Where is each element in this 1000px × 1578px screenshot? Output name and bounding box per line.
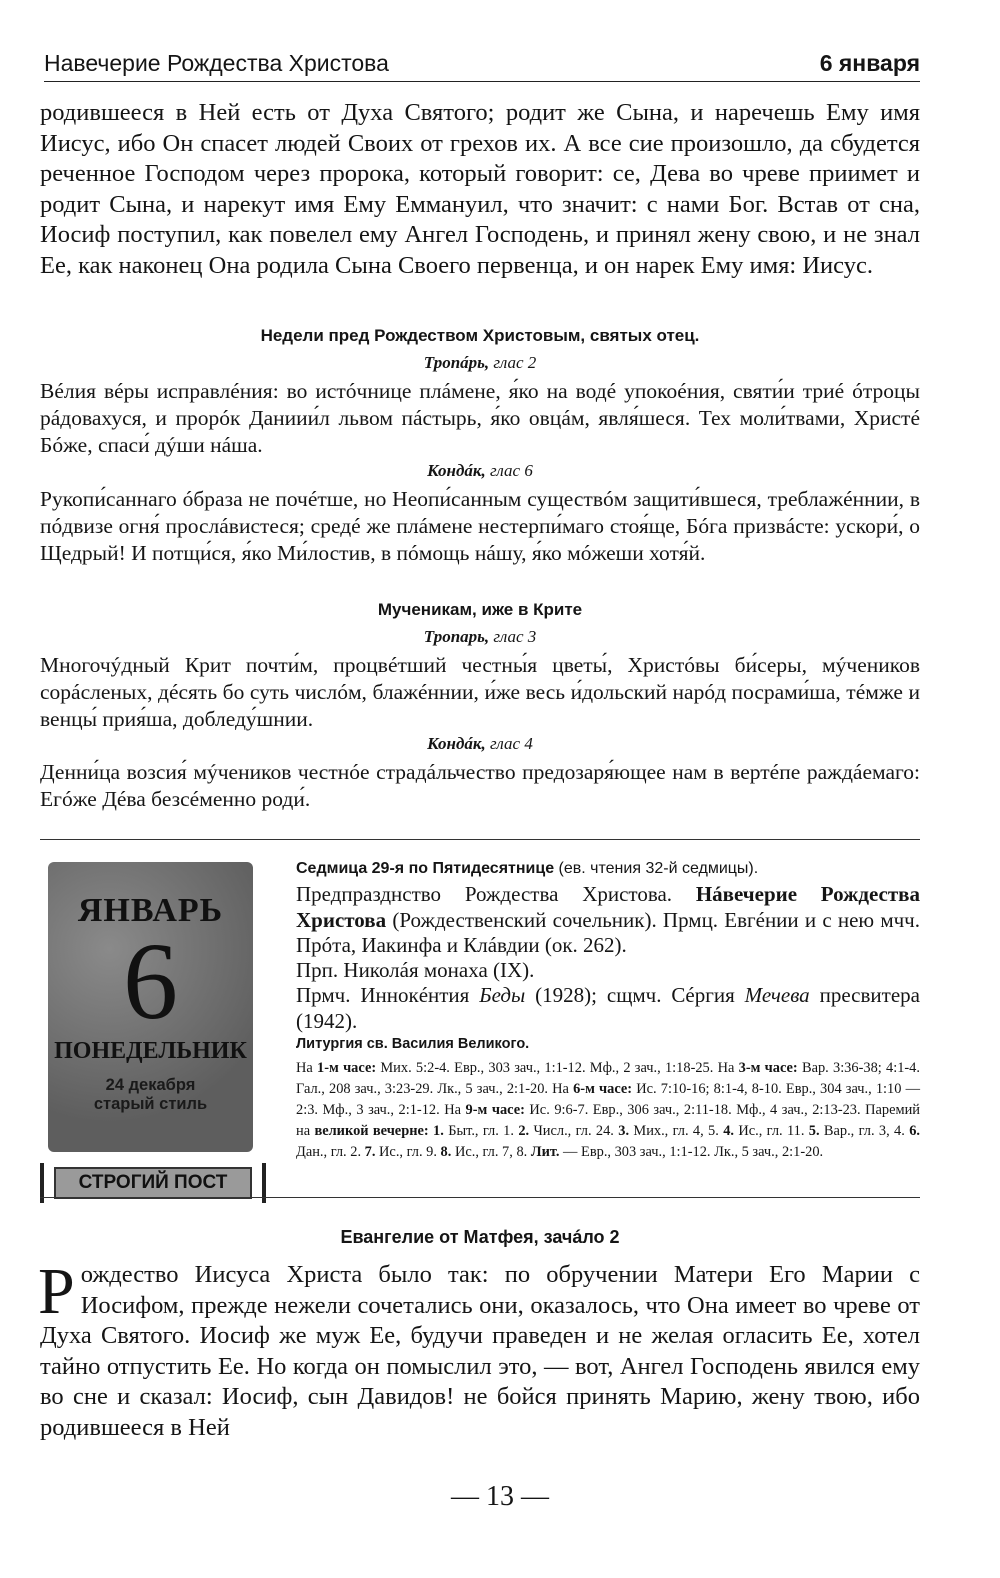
reading-label: 1-м час — [317, 1060, 365, 1076]
reading-text: — Евр., 303 зач., 1:1-12. Лк., 5 зач., 2:1-20. — [559, 1144, 824, 1160]
troparion-text: Вéлия вéры исправлéния: во истóчнице плáмене, я́ко на водé упокоéния, святи́и триé óтроцы рáдовахуся, и прорóк Даниии́л львом пáстырь, я́ко овцáм, явля́шеся. Тех моли́твами, Христé Бóже, спаси́ дýши нáша. — [40, 379, 920, 457]
reading-text: Ис., гл. 7, 8. — [451, 1144, 531, 1160]
troparion-label: Тропарь, — [423, 627, 490, 646]
troparion-tone: глас 2 — [493, 353, 537, 372]
reading-text: Мих. 5:2-4. Евр., 303 зач., 1:1-12. Мф., 2 зач., 1:18-25. На — [376, 1060, 739, 1076]
kontakion-heading — [40, 734, 920, 754]
kontakion-text: Денни́ца возсия́ мýчеников честнóе страдáльчество предозаря́ющее нам в вертéпе раждáемаго: Егóже Дéва безсéменно роди́. — [40, 760, 920, 811]
calendar-month: ЯНВАРЬ — [77, 892, 224, 929]
readings — [296, 1058, 920, 1163]
liturgy-line: Литургия св. Василия Великого. — [296, 1036, 530, 1052]
intro-paragraph: родившееся в Ней есть от Духа Святого; родит же Сына, и наречешь Ему имя Иисус, ибо Он спасет людей Своих от грехов их. А все сие произошло, да сбудется реченное Господом через пророка, который говорит: се, Дева во чреве приимет и родит Сына, и нарекут имя Ему Еммануил, что значит: с нами Бог. Встав от сна, Иосиф поступил, как повелел ему Ангел Господень, и принял жену свою, и не знал Ее, как наконец Она родила Сына Своего первенца, и он нарек Ему имя: Иисус. — [40, 99, 920, 279]
kontakion-text: Рукопи́саннаго óбраза не почéтше, но Неопи́санным существóм защити́вшеся, треблажéннии, в пóдвизе огня́ прослáвистеся; средé же плáмене нестерпи́маго стоя́ще, Бóга призвáсте: ускори́, о Щедрый! И потщи́ся, я́ко Ми́лостив, в пóмощь нáшу, я́ко мóжеши хотя́й. — [40, 487, 920, 565]
drop-cap: Р — [38, 1255, 75, 1328]
week-title: Седмица 29-я по Пятидесятнице — [296, 860, 555, 877]
reading-label: е: — [364, 1060, 377, 1076]
reading-text: Быт., гл. 1. — [443, 1123, 519, 1139]
gospel-title: Евангелие от Матфея, зачáло 2 — [340, 1227, 620, 1247]
feast-title: Нáвечерие Рождества Христова — [296, 882, 920, 932]
reading-text: Дан., гл. 2. — [296, 1144, 365, 1160]
saint-nicholas: Прп. Николáя монаха (IX). — [296, 958, 535, 982]
troparion-text: Многочýдный Крит почти́м, процвéтший честны́я цветы́, Христóвы би́серы, мýчеников сорáсленых, дéсять бо суть числóм, блажéннии, и́же весь и́дольский нарóд посрами́ша, тéмже и венцы́ прия́ша, добледу́шнии. — [40, 653, 920, 731]
saints-martyrs — [296, 983, 920, 1034]
kontakion-heading — [40, 461, 920, 481]
reading-label: великой вечерне: — [314, 1123, 429, 1139]
reading-text: Ис., гл. 9. — [375, 1144, 441, 1160]
reading-label: 3. — [618, 1123, 630, 1139]
reading-label: 2. — [518, 1123, 530, 1139]
header-rule — [44, 81, 920, 82]
calendar-day: 6 — [123, 920, 178, 1042]
reading-text: Мих., гл. 4, 5. — [629, 1123, 724, 1139]
old-style-date: 24 декабря — [105, 1076, 196, 1094]
kontakion-label: Кондáк, — [427, 734, 486, 753]
reading-text: Ис. 7:10-16; 8:1-4, 8-10. Евр., 304 зач., 1:10 — 2:3. Мф., 3 зач., 2:1-12. На — [296, 1081, 920, 1118]
saint-text: пресвитера (1942). — [296, 983, 920, 1033]
reading-label: 8. — [440, 1144, 452, 1160]
saint-text: Прмч. Иннокéнтия — [296, 983, 480, 1007]
reading-label: Лит. — [530, 1144, 560, 1160]
reading-text: Вар., гл. 3, 4. — [819, 1123, 910, 1139]
reading-text: Ис., гл. 11. — [734, 1123, 809, 1139]
saint-text: (1928); сщмч. Сéргия — [525, 983, 745, 1007]
feast-info — [296, 882, 920, 959]
reading-text: На — [296, 1060, 318, 1076]
reading-text: Вар. 3:36-38; 4:1-4. Гал., 208 зач., 3:23-29. Лк., 5 зач., 2:1-20. На — [296, 1060, 920, 1097]
troparion-heading — [40, 627, 920, 647]
running-header — [44, 50, 920, 84]
reading-label: 6. — [909, 1123, 920, 1139]
troparion-heading — [40, 353, 920, 373]
reading-label: 7. — [364, 1144, 376, 1160]
feast-pre: Предпразднство Рождества Христова. — [296, 882, 696, 906]
week-note: (ев. чтения 32-й седмицы). — [554, 860, 759, 877]
divider — [40, 839, 920, 840]
reading-label: 5. — [808, 1123, 820, 1139]
calendar-weekday: ПОНЕДЕЛЬНИК — [54, 1038, 247, 1064]
troparion-tone: глас 3 — [493, 627, 537, 646]
saint-place: Беды — [479, 983, 526, 1007]
running-title: Навечерие Рождества Христова — [44, 50, 389, 76]
old-style-label: старый стиль — [93, 1095, 208, 1113]
reading-label: 9-м часе: — [465, 1102, 525, 1118]
kontakion-tone: глас 6 — [490, 461, 533, 480]
reading-label: 4. — [723, 1123, 734, 1139]
feast-rest: (Рождественский сочельник). Прмц. Евгéнии и с нею мчч. Прóта, Иакинфа и Клáвдии (ок. 262). — [296, 907, 920, 957]
reading-label: 3-м часе: — [738, 1060, 798, 1076]
reading-text: Ис. 9:6-7. Евр., 306 зач., 2:11-18. Мф., 4 зач., 2:13-23. Паремий на — [296, 1102, 920, 1139]
calendar-leaf — [48, 862, 253, 1152]
calendar-old-style — [48, 1076, 253, 1114]
running-date: 6 января — [819, 50, 920, 76]
section-title: Недели пред Рождеством Христовым, святых отец. — [260, 326, 700, 345]
reading-label: 1. — [433, 1123, 444, 1139]
divider — [40, 1197, 920, 1198]
section-title: Мученикам, иже в Крите — [377, 600, 583, 619]
gospel-body: ождество Иисуса Христа было так: по обручении Матери Его Марии с Иосифом, прежде нежели сочетались они, оказалось, что Она имеет во чреве от Духа Святого. Иосиф же муж Ее, будучи праведен и не желая огласить Ее, хотел тайно отпустить Ее. Но когда он помыслил это, — вот, Ангел Господень явился ему во сне и сказал: Иосиф, сын Давидов! не бойся принять Марию, жену твою, ибо родившееся в Ней — [40, 1261, 920, 1441]
week-info — [296, 858, 920, 880]
fast-label: СТРОГИЙ ПОСТ — [54, 1167, 252, 1199]
reading-text: Числ., гл. 24. — [529, 1123, 619, 1139]
saint-surname: Мечева — [744, 983, 810, 1007]
reading-label: 6-м часе: — [573, 1081, 633, 1097]
gospel-text — [38, 1255, 920, 1443]
troparion-label: Тропáрь, — [423, 353, 490, 372]
kontakion-tone: глас 4 — [490, 734, 533, 753]
page-number: — 13 — — [451, 1481, 549, 1512]
kontakion-label: Кондáк, — [427, 461, 486, 480]
